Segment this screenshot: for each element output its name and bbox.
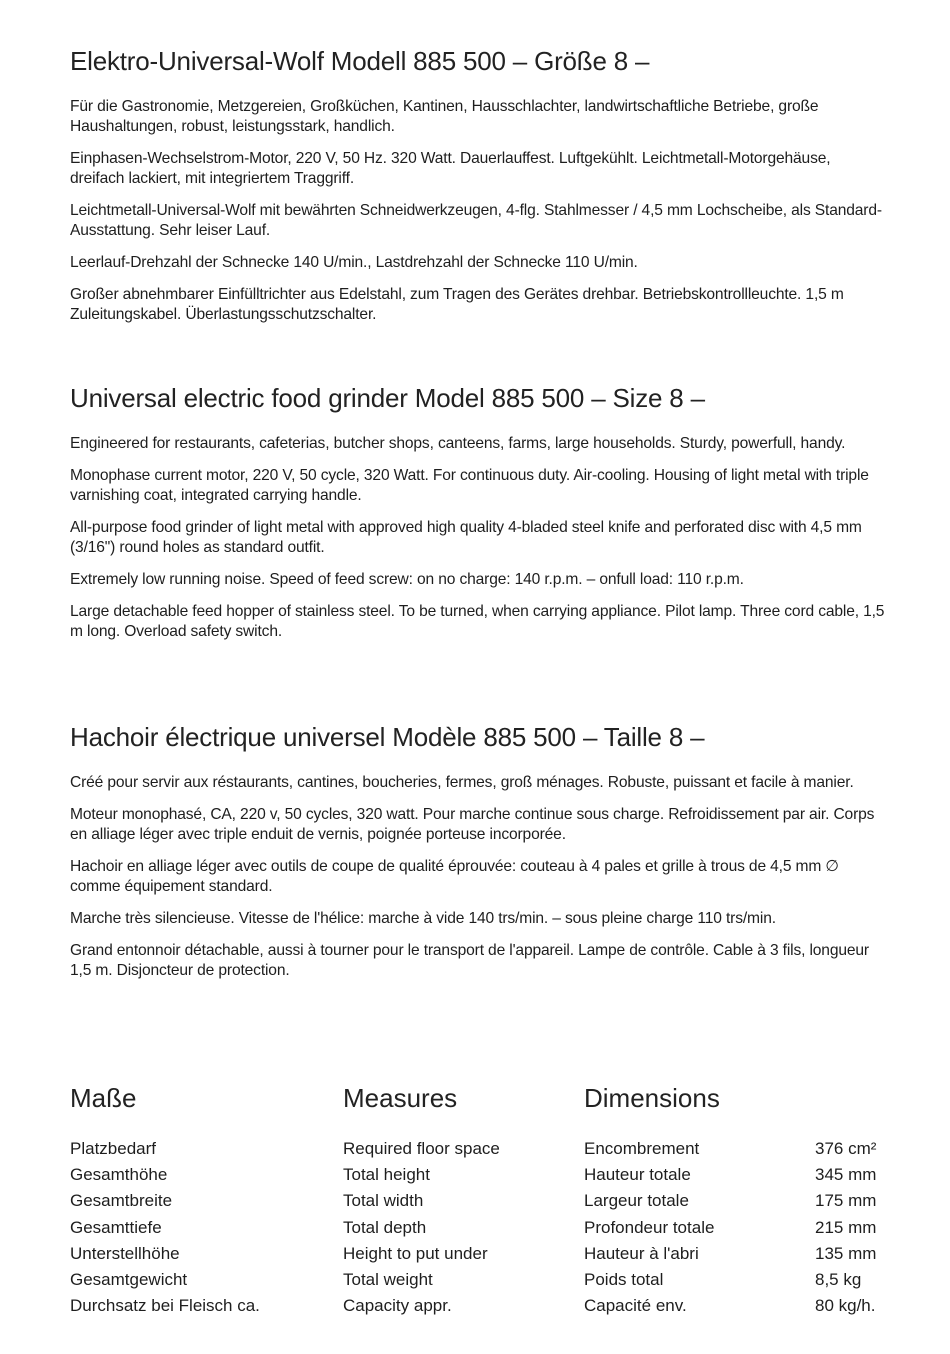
measure-label-english: Capacity appr. (343, 1296, 452, 1316)
measure-value: 175 mm (815, 1191, 877, 1211)
english-title: Universal electric food grinder Model 885 500 – Size 8 – (70, 383, 705, 413)
measure-value: 376 cm² (815, 1139, 877, 1158)
measure-label-german: Gesamttiefe (70, 1217, 162, 1237)
paragraph: Für die Gastronomie, Metzgereien, Großküchen, Kantinen, Hausschlachter, landwirtschaftliche Betriebe, große Haushaltungen, robust, leistungsstark, handlich. (70, 98, 819, 135)
measure-value: 8,5 kg (815, 1269, 862, 1289)
paragraph: Créé pour servir aux réstaurants, cantines, boucheries, fermes, groß ménages. Robuste, puissant et facile à manier. (70, 774, 854, 791)
german-section (70, 46, 888, 337)
measure-label-german: Unterstellhöhe (70, 1243, 180, 1263)
measure-label-english: Height to put under (343, 1243, 488, 1263)
measure-label-french: Hauteur à l'abri (584, 1243, 699, 1263)
paragraph: Einphasen-Wechselstrom-Motor, 220 V, 50 Hz. 320 Watt. Dauerlauffest. Luftgekühlt. Leichtmetall-Motorgehäuse, dreifach lackiert, mit integriertem Traggriff. (70, 150, 831, 187)
english-section (70, 383, 888, 654)
measure-value: 135 mm (815, 1243, 877, 1263)
measure-label-english: Total weight (343, 1269, 433, 1289)
measure-label-french: Largeur totale (584, 1191, 689, 1211)
measure-label-german: Platzbedarf (70, 1139, 156, 1158)
measure-label-english: Total height (343, 1165, 430, 1185)
measure-label-english: Required floor space (343, 1139, 500, 1158)
measure-label-english: Total depth (343, 1217, 427, 1237)
paragraph: Leerlauf-Drehzahl der Schnecke 140 U/min., Lastdrehzahl der Schnecke 110 U/min. (70, 254, 638, 271)
english-paragraphs (70, 434, 888, 642)
measure-value: 345 mm (815, 1165, 877, 1185)
measures-heading-english: Measures (343, 1083, 458, 1113)
french-section (70, 722, 888, 993)
measure-label-german: Durchsatz bei Fleisch ca. (70, 1296, 260, 1316)
german-title: Elektro-Universal-Wolf Modell 885 500 – Größe 8 – (70, 46, 650, 76)
measure-label-german: Gesamtbreite (70, 1191, 173, 1211)
measure-label-french: Poids total (584, 1269, 664, 1289)
paragraph: Großer abnehmbarer Einfülltrichter aus Edelstahl, zum Tragen des Gerätes drehbar. Betriebskontrollleuchte. 1,5 m Zuleitungskabel. Überlastungsschutzschalter. (70, 286, 844, 323)
paragraph: All-purpose food grinder of light metal with approved high quality 4-bladed steel knife and perforated disc with 4,5 mm (3/16") round holes as standard outfit. (70, 519, 862, 556)
paragraph: Extremely low running noise. Speed of feed screw: on no charge: 140 r.p.m. – onfull load: 110 r.p.m. (70, 571, 744, 588)
measure-label-french: Profondeur totale (584, 1217, 715, 1237)
paragraph: Monophase current motor, 220 V, 50 cycle, 320 Watt. For continuous duty. Air-cooling. Housing of light metal with triple varnishing coat, integrated carrying handle. (70, 467, 869, 504)
french-paragraphs (70, 773, 888, 981)
paragraph: Hachoir en alliage léger avec outils de coupe de qualité éprouvée: couteau à 4 pales et grille à trous de 4,5 mm ∅ comme équipement standard. (70, 858, 839, 895)
paragraph: Engineered for restaurants, cafeterias, butcher shops, canteens, farms, large households. Sturdy, powerfull, handy. (70, 435, 846, 452)
german-paragraphs (70, 97, 888, 325)
measures-heading-french: Dimensions (584, 1083, 720, 1113)
paragraph: Grand entonnoir détachable, aussi à tourner pour le transport de l'appareil. Lampe de contrôle. Cable à 3 fils, longueur 1,5 m. Disjoncteur de protection. (70, 942, 869, 979)
measure-label-german: Gesamthöhe (70, 1165, 168, 1185)
measures-column-french (584, 1136, 714, 1319)
measure-value: 80 kg/h. (815, 1296, 876, 1316)
measures-column-values (815, 1136, 876, 1319)
measures-column-english (343, 1136, 500, 1319)
measure-label-french: Encombrement (584, 1139, 700, 1158)
measures-heading-german: Maße (70, 1083, 137, 1113)
measures-column-german (70, 1136, 260, 1319)
french-title: Hachoir électrique universel Modèle 885 500 – Taille 8 – (70, 722, 705, 752)
measure-label-french: Capacité env. (584, 1296, 687, 1316)
measure-value: 215 mm (815, 1217, 877, 1237)
measure-label-french: Hauteur totale (584, 1165, 691, 1185)
paragraph: Large detachable feed hopper of stainless steel. To be turned, when carrying appliance. Pilot lamp. Three cord cable, 1,5 m long. Overload safety switch. (70, 603, 885, 640)
paragraph: Moteur monophasé, CA, 220 v, 50 cycles, 320 watt. Pour marche continue sous charge. Refroidissement par air. Corps en alliage léger avec triple enduit de vernis, poignée porteuse incorporée. (70, 806, 875, 843)
measure-label-german: Gesamtgewicht (70, 1269, 188, 1289)
paragraph: Marche très silencieuse. Vitesse de l'hélice: marche à vide 140 trs/min. – sous pleine charge 110 trs/min. (70, 910, 776, 927)
measure-label-english: Total width (343, 1191, 424, 1211)
paragraph: Leichtmetall-Universal-Wolf mit bewährten Schneidwerkzeugen, 4-flg. Stahlmesser / 4,5 mm Lochscheibe, als Standard-Ausstattung. Sehr leiser Lauf. (70, 202, 882, 239)
